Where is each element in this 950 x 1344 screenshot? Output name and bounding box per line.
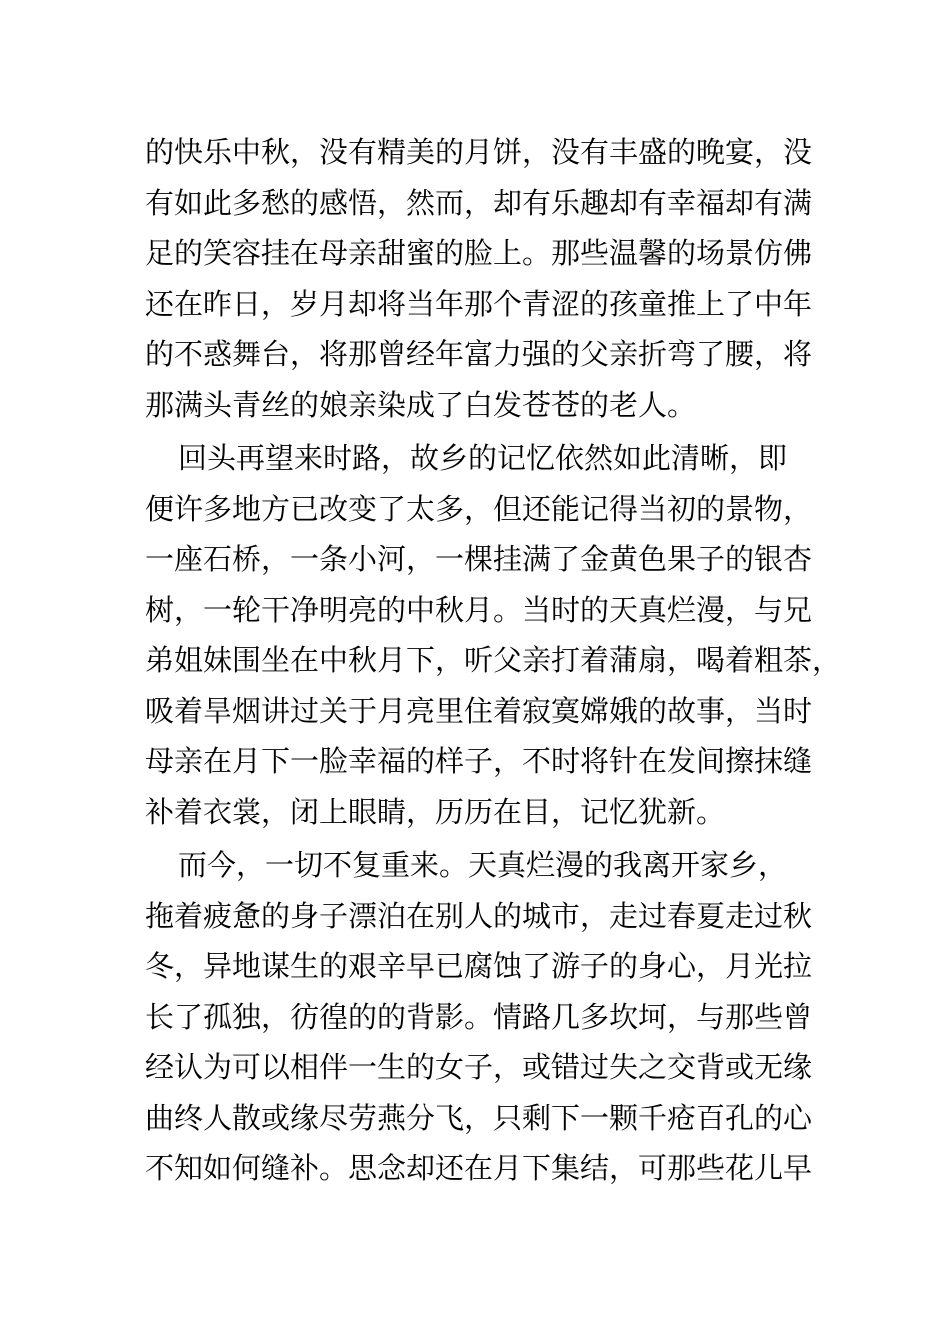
text-line: 便许多地方已改变了太多，但还能记得当初的景物， [145,491,813,526]
text-line: 还在昨日，岁月却将当年那个青涩的孩童推上了中年 [145,286,813,321]
paragraph-3 [145,840,825,1194]
text-line: 曲终人散或缘尽劳燕分飞，只剩下一颗千疮百孔的心 [145,1100,813,1135]
text-line: 回头再望来时路，故乡的记忆依然如此清晰，即 [178,441,788,475]
text-line: 吸着旱烟讲过关于月亮里住着寂寞嫦娥的故事，当时 [145,693,813,728]
text-line: 弟姐妹围坐在中秋月下，听父亲打着蒲扇，喝着粗茶， [145,643,842,677]
text-line: 冬，异地谋生的艰辛早已腐蚀了游子的身心，月光拉 [145,949,813,983]
body-text [145,127,842,1194]
text-line: 那满头青丝的娘亲染成了白发苍苍的老人。 [145,387,697,422]
paragraph-2 [145,433,842,837]
paragraph-1 [145,127,825,430]
text-line: 补着衣裳，闭上眼睛，历历在目，记忆犹新。 [145,794,726,829]
text-line: 的不惑舞台，将那曾经年富力强的父亲折弯了腰，将 [145,337,813,371]
text-line: 而今，一切不复重来。天真烂漫的我离开家乡， [178,848,788,882]
text-line: 不知如何缝补。思念却还在月下集结，可那些花儿早 [145,1151,813,1185]
text-line: 有如此多愁的感悟，然而，却有乐趣却有幸福却有满 [145,185,813,220]
text-line: 足的笑容挂在母亲甜蜜的脸上。那些温馨的场景仿佛 [145,236,813,270]
text-line: 一座石桥，一条小河，一棵挂满了金黄色果子的银杏 [145,542,813,576]
text-line: 长了孤独，彷徨的的背影。情路几多坎坷，与那些曾 [145,999,813,1034]
text-line: 的快乐中秋，没有精美的月饼，没有丰盛的晚宴，没 [145,135,813,169]
text-line: 经认为可以相伴一生的女子，或错过失之交背或无缘 [145,1050,813,1084]
text-line: 拖着疲惫的身子漂泊在别人的城市，走过春夏走过秋 [145,898,813,933]
text-line: 母亲在月下一脸幸福的样子，不时将针在发间擦抹缝 [145,744,813,778]
text-line: 树，一轮干净明亮的中秋月。当时的天真烂漫，与兄 [145,592,813,627]
